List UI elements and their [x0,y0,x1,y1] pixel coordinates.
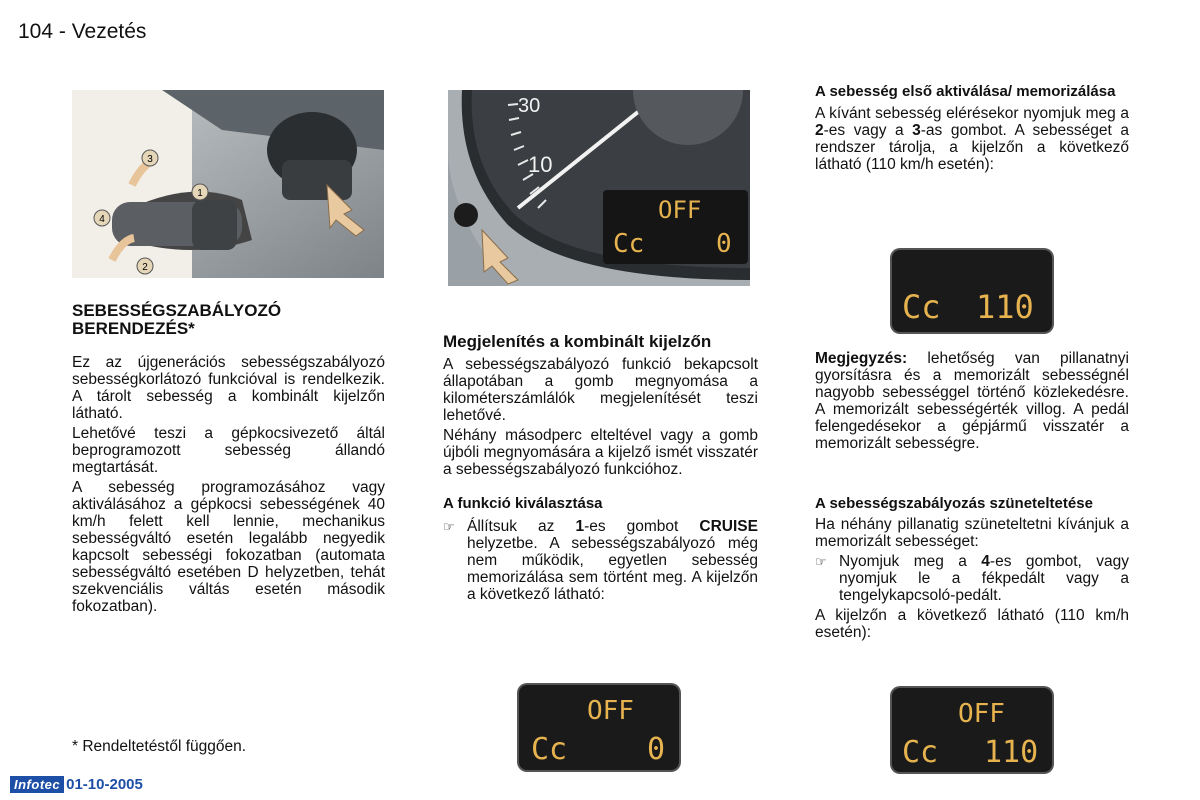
column-3 [815,84,1129,176]
note-text: lehetőség van pillanatnyi gyorsításra és a memorizált sebességnél nagyobb sebességgel történő közlekedésre. A memorizált sebességérték villog. A pedál felengedésekor a gépjármű visszatér a memorizált sebességre. [815,350,1129,452]
callout-2: 2 [142,262,148,273]
list-item [815,553,1129,604]
paragraph: A kijelzőn a következő látható (110 km/h esetén): [815,607,1129,641]
lcd-line1: OFF [958,699,1005,729]
text-run: A kívánt sebesség elérésekor nyomjuk meg a [815,105,1129,122]
section-heading-cruise-control: SEBESSÉGSZABÁLYOZÓ BERENDEZÉS* [72,301,282,338]
text-run: -as gombot. A sebességet a rendszer tárolja, a kijelzőn a következő látható (110 km/h esetén): [815,122,1129,173]
text-run: -es vagy a [823,122,913,139]
footer-date: 01-10-2005 [66,776,143,793]
subheading-function-select: A funkció kiválasztása [443,495,603,512]
section-heading-display: Megjelenítés a kombinált kijelzőn [443,332,712,351]
bullet-text: Nyomjuk meg a [839,553,982,570]
subheading-pause: A sebességszabályozás szüneteltetése [815,495,1093,512]
note-label: Megjegyzés: [815,350,908,367]
paragraph: Ha néhány pillanatig szüneteltetni kívánjuk a memorizált sebességet: [815,516,1129,550]
bullet-text: Állítsuk az [467,518,576,535]
paragraph: A sebességszabályozó funkció bekapcsolt állapotában a gomb megnyomása a kilométerszámlálók megjelenítését teszi lehetővé. [443,356,758,424]
bullet-text: -es gombot [584,518,700,535]
lcd-display-off-0 [519,685,679,770]
gauge-lcd-line1: OFF [658,196,702,224]
lcd-line2-right: 110 [976,288,1034,326]
note-paragraph [815,350,1129,452]
infotec-logo: Infotec [10,776,64,793]
text-emph: 3 [912,122,921,139]
gauge-lcd-line2-left: Cc [613,229,645,259]
footer [10,776,143,794]
bullet-emph: 1 [575,518,585,535]
gauge-label-10: 10 [528,152,553,177]
lcd-display-110 [892,250,1052,332]
paragraph: Ez az újgenerációs sebességszabályozó sebességkorlátozó funkcióval is rendelkezik. A tárolt sebesség a kombinált kijelzőn látható. [72,354,385,422]
callout-1: 1 [197,188,203,199]
lcd-line2-right: 110 [984,735,1039,770]
paragraph: A sebesség programozásához vagy aktiválásához a gépkocsi sebességének 40 km/h felett kell lennie, mechanikus sebességváltó esetén legalább negyedik kapcsolt sebességi fokozatban (automata sebességváltó esetében D helyzetben, tehát szekvenciális váltás esetén második fokozatban). [72,479,385,615]
bullet-emph: 4 [981,553,990,570]
stalk-photo [72,90,384,278]
pointing-hand-icon: ☞ [815,554,827,569]
subheading-first-activation: A sebesség első aktiválása/ memorizálása [815,83,1116,100]
page-header: 104 - Vezetés [18,20,147,43]
callout-3: 3 [147,154,153,165]
paragraph: Néhány másodperc elteltével vagy a gomb újbóli megnyomására a kijelző ismét visszatér a sebességszabályozó funkcióhoz. [443,427,758,478]
lcd-line2-left: Cc [902,735,939,770]
lcd-line2-left: Cc [531,732,568,767]
list-item [443,518,758,603]
callout-4: 4 [99,214,105,225]
gauge-lcd-line2-right: 0 [716,229,732,259]
lcd-line2-right: 0 [647,732,666,767]
bullet-text: -es gombot, vagy nyomjuk le a fékpedált vagy a tengelykapcsoló-pedált. [839,553,1129,604]
column-2 [443,333,758,603]
footnote: * Rendeltetéstől függően. [72,738,247,755]
column-1 [72,302,385,618]
lcd-line2-left: Cc [902,288,941,326]
column-3-lower [815,350,1129,644]
text-emph: 2 [815,122,824,139]
lcd-display-off-110 [892,688,1052,772]
gauge-label-30: 30 [518,95,541,117]
bullet-text: helyzetbe. A sebességszabályozó még nem működik, egyetlen sebesség memorizálása sem történt meg. A kijelzőn a következő látható: [467,535,758,603]
lcd-line1: OFF [587,696,634,726]
bullet-emph: CRUISE [699,518,758,535]
paragraph: Lehetővé teszi a gépkocsivezető áltál beprogramozott sebesség állandó megtartását. [72,425,385,476]
pointing-hand-icon: ☞ [443,519,455,534]
paragraph [815,105,1129,173]
gauge-photo [448,90,750,286]
